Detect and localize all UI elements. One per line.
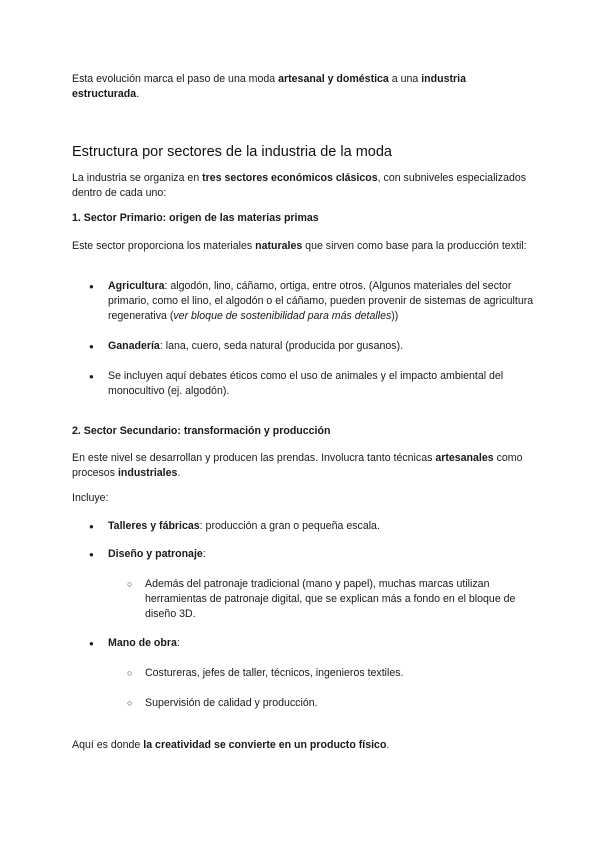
closing-paragraph: Aquí es donde la creatividad se convierte en un producto físico. [72,739,390,751]
section-heading: Estructura por sectores de la industria de la moda [72,144,392,160]
sub-bullet-digital-patterns: ○ Además del patronaje tradicional (mano y papel), muchas marcas utilizan herramientas de patronaje digital, que se explican más a fondo en el bloque de diseño 3D. [145,577,534,622]
bullet-agriculture: ● Agricultura: algodón, lino, cáñamo, ortiga, entre otros. (Algunos materiales del sector primario, como el lino, el algodón o el cáñamo, pueden provenir de sistemas de agricultura regenerativa (ver bloque de sostenibilidad para más detalles)) [108,279,534,324]
intro-paragraph: Esta evolución marca el paso de una moda artesanal y doméstica a una industria estructurada. [72,73,466,100]
bullet-livestock: ● Ganadería: lana, cuero, seda natural (producida por gusanos). [108,339,534,354]
bullet-ethical-debates: ● Se incluyen aquí debates éticos como el uso de animales y el impacto ambiental del monocultivo (ej. algodón). [108,369,534,399]
secondary-sector-title: 2. Sector Secundario: transformación y producción [72,425,331,437]
includes-label: Incluye: [72,492,109,504]
secondary-sector-description: En este nivel se desarrollan y producen las prendas. Involucra tanto técnicas artesanales como procesos industriales. [72,452,523,479]
bullet-design: ● Diseño y patronaje: [108,547,534,562]
primary-sector-title: 1. Sector Primario: origen de las materias primas [72,212,319,224]
bullet-labor: ● Mano de obra: [108,636,534,651]
primary-sector-description: Este sector proporciona los materiales naturales que sirven como base para la producción textil: [72,240,527,252]
bullet-workshops: ● Talleres y fábricas: producción a gran o pequeña escala. [108,519,534,534]
sub-bullet-supervision: ○ Supervisión de calidad y producción. [145,696,534,711]
sub-bullet-workers: ○ Costureras, jefes de taller, técnicos, ingenieros textiles. [145,666,534,681]
overview-paragraph: La industria se organiza en tres sectores económicos clásicos, con subniveles especializados dentro de cada uno: [72,172,527,199]
